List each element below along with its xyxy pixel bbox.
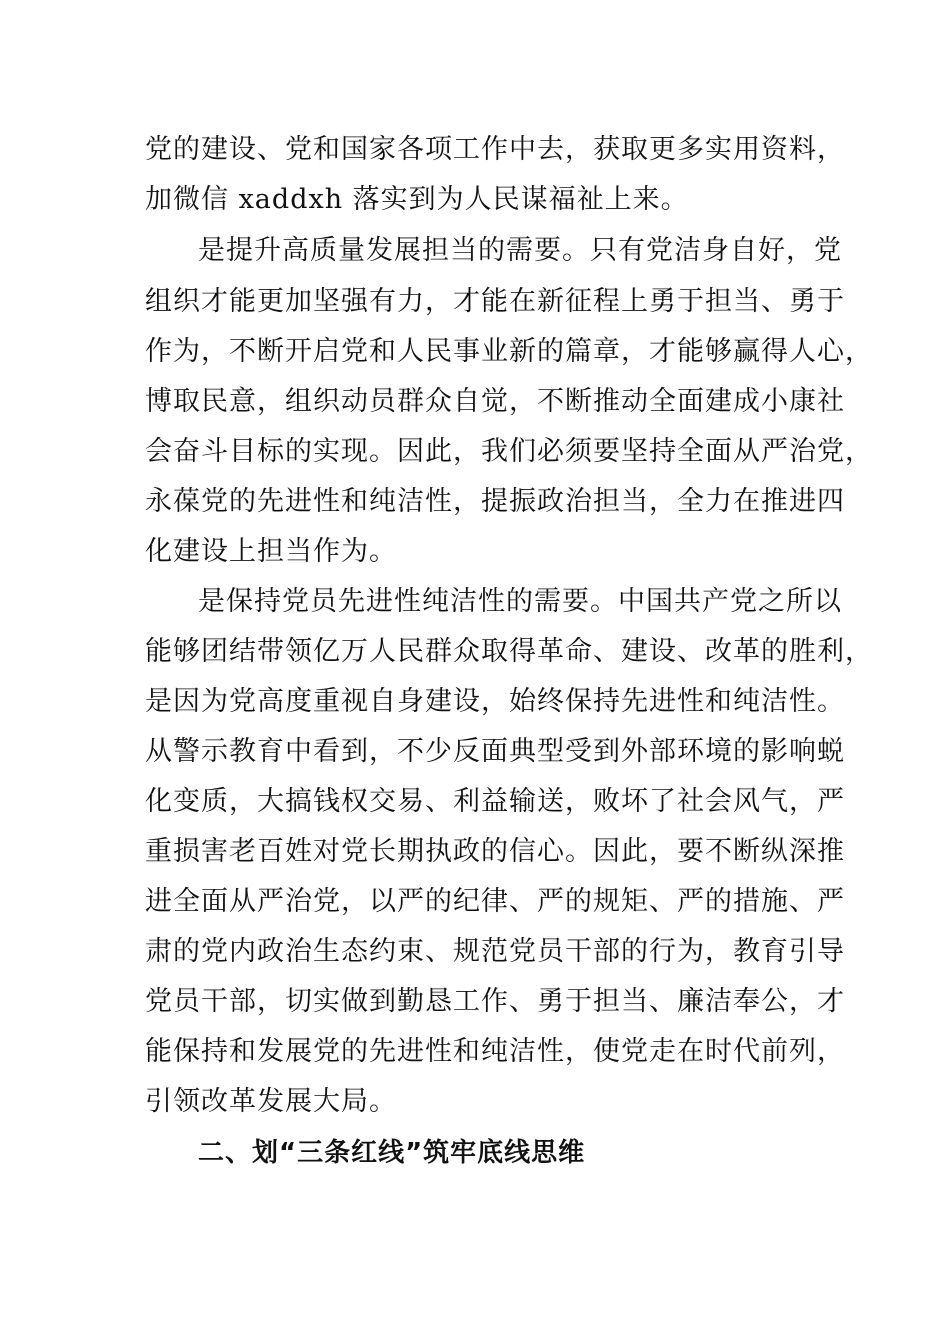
paragraph-2-line-1: 是提升高质量发展担当的需要。只有党洁身自好，党	[198, 235, 842, 266]
paragraph-2-line-7: 化建设上担当作为。	[145, 536, 397, 567]
section-heading: 二、划“三条红线”筑牢底线思维	[198, 1138, 586, 1168]
paragraph-3-line-2: 能够团结带领亿万人民群众取得革命、建设、改革的胜利，	[145, 636, 873, 667]
paragraph-1-line-1: 党的建设、党和国家各项工作中去，获取更多实用资料，	[145, 134, 845, 165]
paragraph-3-line-4: 从警示教育中看到，不少反面典型受到外部环境的影响蜕	[145, 736, 845, 767]
paragraph-1-line-2: 加微信 xaddxh 落实到为人民谋福祉上来。	[145, 184, 689, 215]
paragraph-3-line-8: 肃的党内政治生态约束、规范党员干部的行为，教育引导	[145, 936, 845, 967]
paragraph-2-line-3: 作为，不断开启党和人民事业新的篇章，才能够赢得人心，	[145, 336, 873, 367]
paragraph-3-line-7: 进全面从严治党，以严的纪律、严的规矩、严的措施、严	[145, 886, 845, 917]
paragraph-3-line-6: 重损害老百姓对党长期执政的信心。因此，要不断纵深推	[145, 836, 845, 867]
paragraph-2-line-5: 会奋斗目标的实现。因此，我们必须要坚持全面从严治党，	[145, 436, 873, 467]
paragraph-3-line-10: 能保持和发展党的先进性和纯洁性，使党走在时代前列，	[145, 1036, 845, 1067]
paragraph-3-line-11: 引领改革发展大局。	[145, 1086, 397, 1117]
paragraph-3-line-5: 化变质，大搞钱权交易、利益输送，败坏了社会风气，严	[145, 786, 845, 817]
paragraph-2-line-6: 永葆党的先进性和纯洁性，提振政治担当，全力在推进四	[145, 486, 845, 517]
paragraph-3-line-9: 党员干部，切实做到勤恳工作、勇于担当、廉洁奉公，才	[145, 986, 845, 1017]
paragraph-2-line-2: 组织才能更加坚强有力，才能在新征程上勇于担当、勇于	[145, 286, 845, 317]
paragraph-3-line-1: 是保持党员先进性纯洁性的需要。中国共产党之所以	[198, 586, 842, 617]
paragraph-3-line-3: 是因为党高度重视自身建设，始终保持先进性和纯洁性。	[145, 686, 845, 717]
paragraph-2-line-4: 博取民意，组织动员群众自觉，不断推动全面建成小康社	[145, 386, 845, 417]
